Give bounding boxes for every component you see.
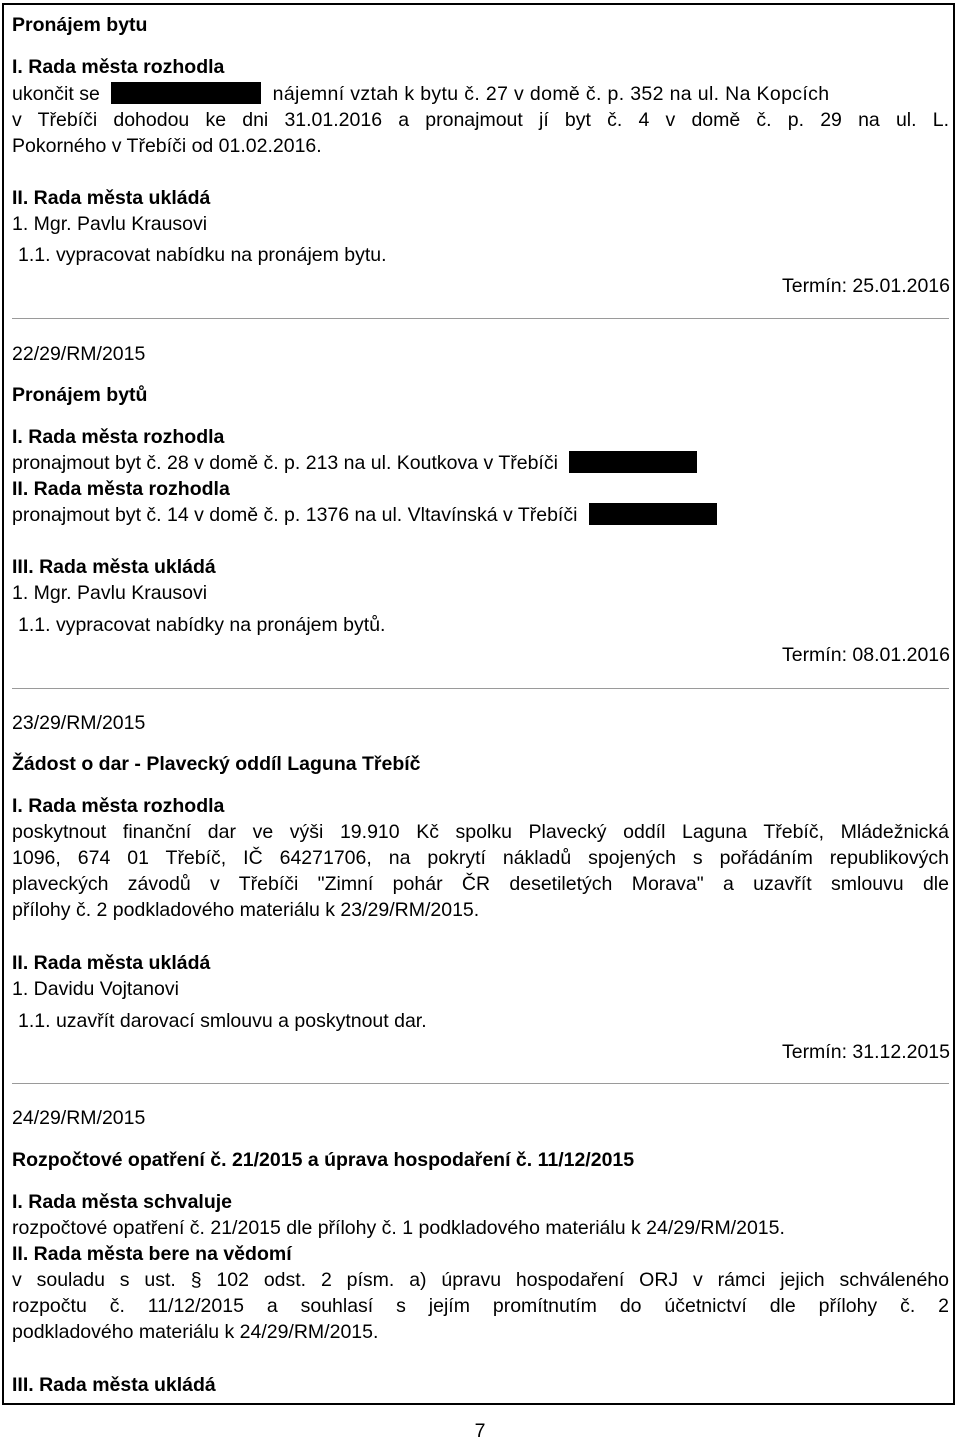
task-text: 1.1. vypracovat nabídky na pronájem bytů.	[18, 614, 386, 636]
text-fragment: pronajmout byt č. 28 v domě č. p. 213 na ul. Koutkova v Třebíči	[12, 452, 558, 474]
resolution-number: 24/29/RM/2015	[12, 1107, 146, 1129]
assignee: 1. Davidu Vojtanovi	[12, 978, 179, 1000]
divider	[12, 688, 949, 689]
resolution-head: II. Rada města bere na vědomí	[12, 1243, 292, 1265]
section-heading: Rozpočtové opatření č. 21/2015 a úprava hospodaření č. 11/12/2015	[12, 1149, 635, 1171]
assignee: 1. Mgr. Pavlu Krausovi	[12, 582, 208, 604]
resolution-head: I. Rada města rozhodla	[12, 426, 225, 448]
section-heading: Pronájem bytů	[12, 384, 148, 406]
resolution-text-line: v souladu s ust. § 102 odst. 2 písm. a) úpravu hospodaření ORJ v rámci jejich schváleného	[12, 1269, 949, 1291]
deadline: Termín: 08.01.2016	[781, 644, 950, 666]
resolution-head: I. Rada města rozhodla	[12, 56, 225, 78]
resolution-head: II. Rada města rozhodla	[12, 478, 230, 500]
resolution-head: I. Rada města rozhodla	[12, 795, 225, 817]
text-fragment: pronajmout byt č. 14 v domě č. p. 1376 na ul. Vltavínská v Třebíči	[12, 504, 578, 526]
section-heading: Žádost o dar - Plavecký oddíl Laguna Třebíč	[12, 753, 421, 775]
resolution-text-line: Pokorného v Třebíči od 01.02.2016.	[12, 135, 322, 157]
resolution-head: II. Rada města ukládá	[12, 952, 211, 974]
deadline: Termín: 25.01.2016	[781, 275, 950, 297]
text-fragment: nájemní vztah k bytu č. 27 v domě č. p. 352 na ul. Na Kopcích	[272, 83, 830, 105]
resolution-text-line: podkladového materiálu k 24/29/RM/2015.	[12, 1321, 379, 1343]
redaction-box	[111, 82, 261, 104]
resolution-head: I. Rada města schvaluje	[12, 1191, 233, 1213]
resolution-text-line: 1096, 674 01 Třebíč, IČ 64271706, na pokrytí nákladů spojených s pořádáním republikových	[12, 847, 949, 869]
deadline: Termín: 31.12.2015	[781, 1041, 950, 1063]
resolution-number: 22/29/RM/2015	[12, 343, 146, 365]
resolution-text-line: rozpočtu č. 11/12/2015 a souhlasí s jejím promítnutím do účetnictví dle přílohy č. 2	[12, 1295, 949, 1317]
text-fragment: ukončit se	[12, 83, 100, 105]
resolution-text-line: plaveckých závodů v Třebíči "Zimní pohár ČR desetiletých Morava" a uzavřít smlouvu dle	[12, 873, 949, 895]
assignee: 1. Mgr. Pavlu Krausovi	[12, 213, 208, 235]
resolution-text-line: poskytnout finanční dar ve výši 19.910 Kč spolku Plavecký oddíl Laguna Třebíč, Mládežnická	[12, 821, 949, 843]
page-number: 7	[474, 1420, 486, 1442]
resolution-head: II. Rada města ukládá	[12, 187, 211, 209]
resolution-text-line	[12, 503, 717, 527]
divider	[12, 1083, 949, 1084]
task-text: 1.1. vypracovat nabídku na pronájem bytu.	[18, 244, 387, 266]
task-text: 1.1. uzavřít darovací smlouvu a poskytnout dar.	[18, 1010, 427, 1032]
resolution-text-line	[12, 451, 697, 475]
section-heading: Pronájem bytu	[12, 14, 148, 36]
divider	[12, 318, 949, 319]
resolution-number: 23/29/RM/2015	[12, 712, 146, 734]
redaction-box	[569, 451, 697, 473]
resolution-text-line: v Třebíči dohodou ke dni 31.01.2016 a pronajmout jí byt č. 4 v domě č. p. 29 na ul. L.	[12, 109, 949, 131]
redaction-box	[589, 503, 717, 525]
resolution-text-line: rozpočtové opatření č. 21/2015 dle přílohy č. 1 podkladového materiálu k 24/29/RM/2015.	[12, 1217, 785, 1239]
resolution-head: III. Rada města ukládá	[12, 1374, 216, 1396]
resolution-head: III. Rada města ukládá	[12, 556, 216, 578]
resolution-text-line	[12, 82, 949, 106]
resolution-text-line: přílohy č. 2 podkladového materiálu k 23/29/RM/2015.	[12, 899, 480, 921]
